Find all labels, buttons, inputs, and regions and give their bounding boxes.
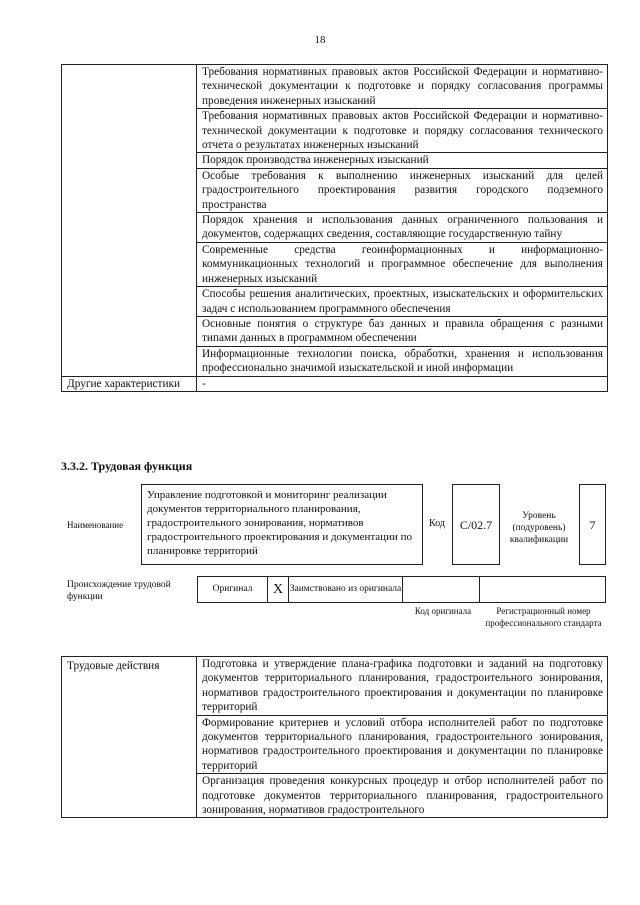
requirement-cell: Особые требования к выполнению инженерных изысканий для целей градостроительного проектирования развития городского подземного пространства — [197, 168, 608, 212]
code-label: Код — [429, 518, 445, 529]
table-row — [62, 65, 608, 109]
requirement-cell: Требования нормативных правовых актов Российской Федерации и нормативно-технической документации к подготовке и порядку согласования программы проведения инженерных изысканий — [197, 65, 608, 109]
level-value-box: 7 — [579, 484, 606, 565]
table-row — [198, 577, 606, 603]
requirement-cell: Требования нормативных правовых актов Российской Федерации и нормативно-технической документации к подготовке и порядку согласования технического отчета о результатах инженерных изысканий — [197, 109, 608, 153]
labor-actions-label: Трудовые действия — [62, 657, 197, 818]
reg-number-caption: Регистрационный номер профессионального стандарта — [485, 606, 602, 628]
origin-table — [197, 576, 606, 603]
level-label: Уровень (подуровень) квалификации — [509, 511, 569, 545]
table-row — [62, 657, 608, 716]
action-cell: Организация проведения конкурсных процедур и отбор исполнителей работ по подготовке документов территориального планирования, градостроительного зонирования, нормативов градостроительного — [197, 774, 608, 818]
function-name-box: Управление подготовкой и мониторинг реализации документов территориального планирования, градостроительного зонирования, нормативов градостроительного проектирования и документации по планировке территорий — [141, 484, 423, 565]
requirement-cell: Порядок хранения и использования данных ограниченного пользования и документов, содержащих сведения, составляющие государственную тайну — [197, 213, 608, 243]
borrowed-cell: Заимствовано из оригинала — [289, 577, 403, 603]
section-heading: 3.3.2. Трудовая функция — [61, 459, 193, 473]
requirements-table — [61, 64, 608, 392]
requirement-cell: Способы решения аналитических, проектных, изыскательских и оформительских задач с использованием программного обеспечения — [197, 287, 608, 317]
requirement-cell: Порядок производства инженерных изысканий — [197, 153, 608, 168]
page-number: 18 — [314, 34, 326, 46]
original-cell: Оригинал — [198, 577, 268, 603]
actions-table — [61, 656, 608, 818]
origin-code-cell — [403, 577, 480, 603]
name-label: Наименование — [67, 520, 124, 530]
requirement-cell: Основные понятия о структуре баз данных и правила обращения с разными типами данных в программном обеспечении — [197, 316, 608, 346]
origin-code-caption: Код оригинала — [414, 606, 472, 616]
origin-label: Происхождение трудовой функции — [67, 580, 171, 602]
requirement-cell: Современные средства геоинформационных и информационно-коммуникационных технологий и программное обеспечение для выполнения инженерных изысканий — [197, 242, 608, 286]
action-cell: Формирование критериев и условий отбора исполнителей работ по подготовке документов территориального планирования, градостроительного зонирования, нормативов градостроительного проектирования и документации по планировке территорий — [197, 715, 608, 774]
code-value-box: C/02.7 — [452, 484, 500, 565]
table-cell-empty — [62, 65, 197, 377]
other-characteristics-value: - — [197, 376, 608, 391]
requirement-cell: Информационные технологии поиска, обработки, хранения и использования профессионально значимой изыскательской и иной информации — [197, 346, 608, 376]
original-mark-cell: X — [268, 577, 289, 603]
origin-reg-number-cell — [480, 577, 606, 603]
table-row — [62, 376, 608, 391]
other-characteristics-label: Другие характеристики — [62, 376, 197, 391]
action-cell: Подготовка и утверждение плана-графика подготовки и заданий на подготовку документов территориального планирования, градостроительного зонирования, нормативов градостроительного проектирования и документации по планировке территорий — [197, 657, 608, 716]
